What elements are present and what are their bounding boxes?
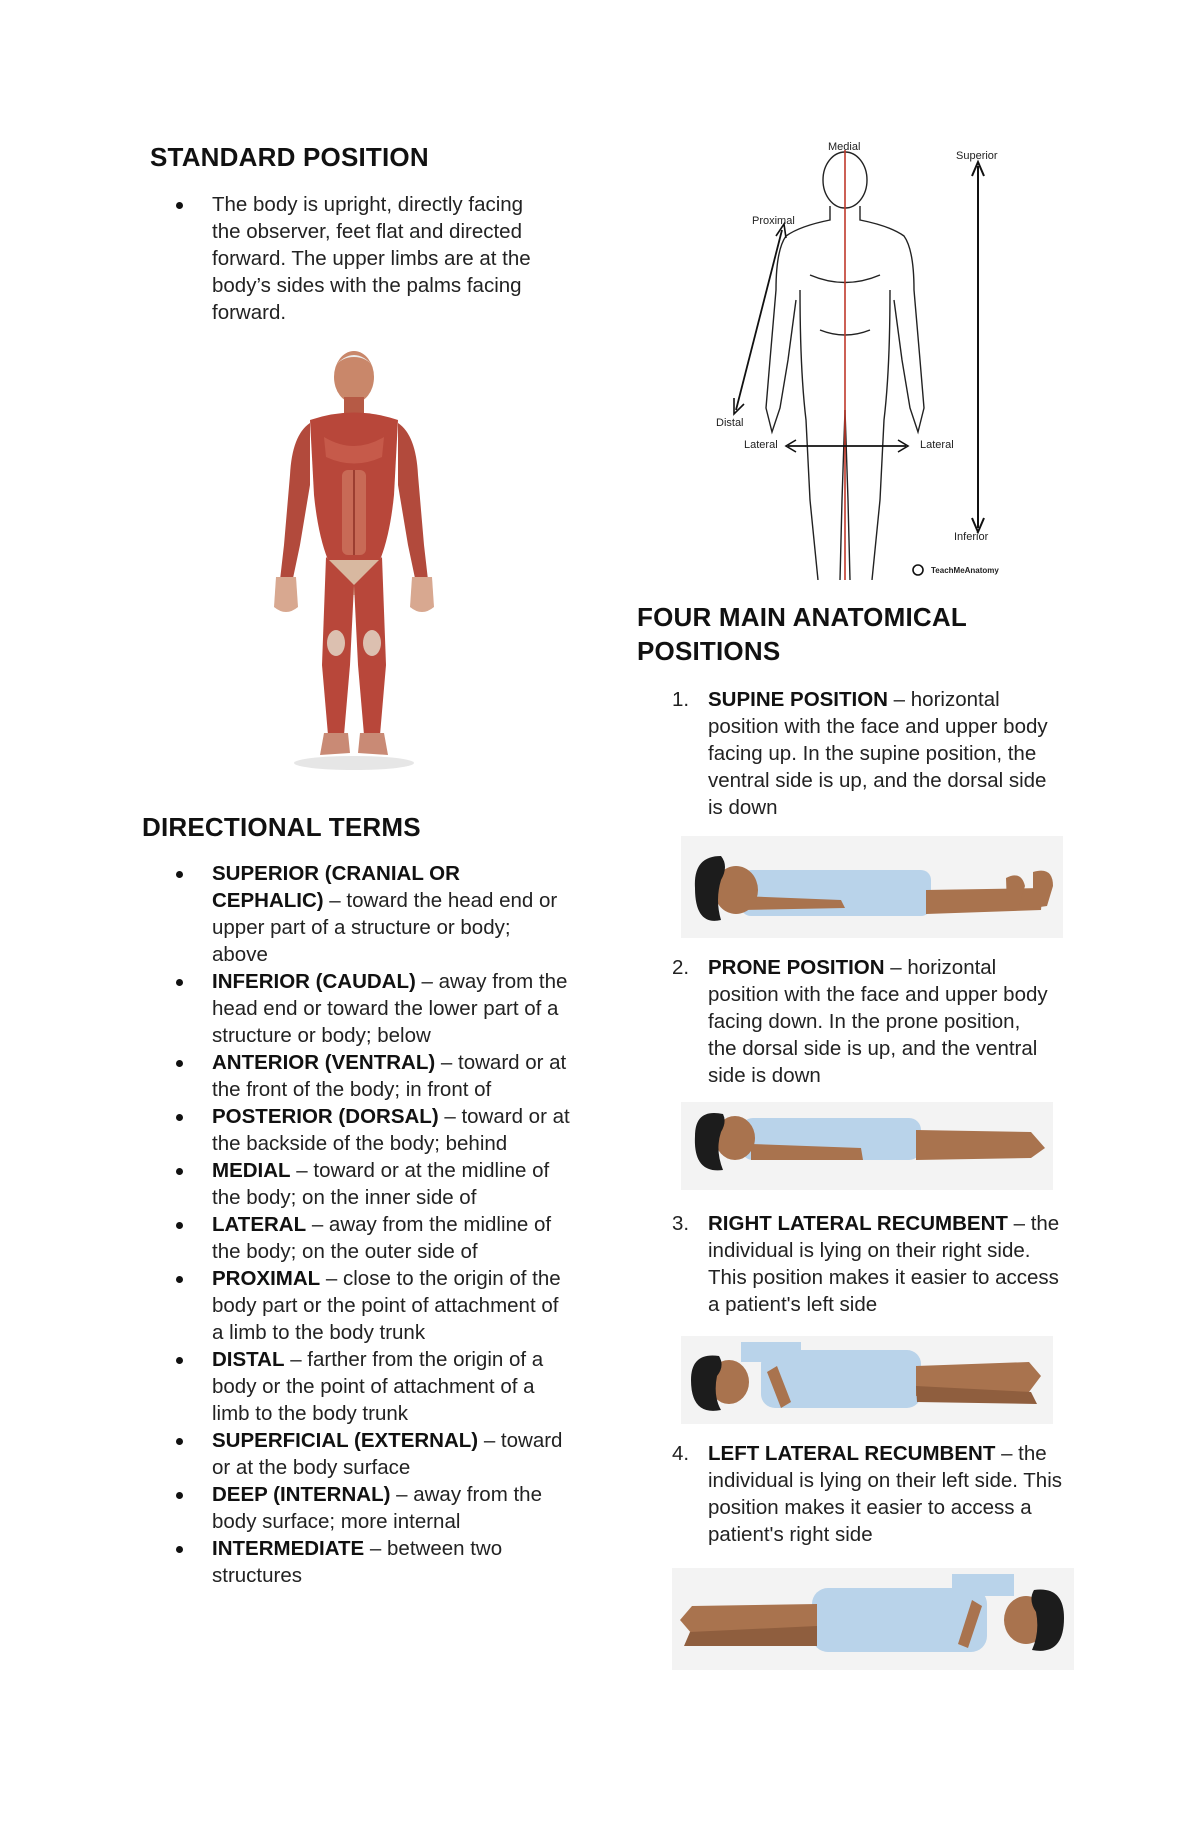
bullet-icon [176, 1357, 183, 1364]
supine-position-image [681, 836, 1063, 938]
bullet-icon [176, 979, 183, 986]
label-lateral-left: Lateral [744, 439, 778, 451]
label-medial: Medial [828, 141, 861, 153]
bullet-icon [176, 871, 183, 878]
list-item: The body is upright, directly facing the observer, feet flat and directed forward. The upper limbs are at the body’s sides with the palms facing forward. [212, 191, 557, 326]
directional-terms-heading: DIRECTIONAL TERMS [142, 812, 421, 842]
list-item: 1. SUPINE POSITION – horizontal position with the face and upper body facing up. In the supine position, the ventral side is up, and the dorsal side is down [672, 688, 1048, 819]
list-item: PROXIMAL – close to the origin of the body part or the point of attachment of a limb to the body trunk [212, 1265, 572, 1346]
bullet-icon [176, 1114, 183, 1121]
list-item: SUPERFICIAL (EXTERNAL) – toward or at the body surface [212, 1427, 572, 1481]
list-item: 2. PRONE POSITION – horizontal position with the face and upper body facing down. In the prone position, the dorsal side is up, and the ventral side is down [672, 956, 1048, 1087]
position-item-3 [672, 1210, 1068, 1318]
muscular-figure-image [262, 345, 442, 775]
standard-position-list [212, 191, 557, 326]
prone-position-image [681, 1102, 1053, 1190]
label-distal: Distal [716, 417, 744, 429]
list-item: LATERAL – away from the midline of the body; on the outer side of [212, 1211, 572, 1265]
bullet-icon [176, 1168, 183, 1175]
left-lateral-recumbent-image [672, 1568, 1074, 1670]
anatomical-positions-heading: FOUR MAIN ANATOMICAL POSITIONS [637, 602, 967, 666]
label-proximal: Proximal [752, 215, 795, 227]
bullet-icon [176, 1492, 183, 1499]
copyright-icon [913, 565, 923, 575]
position-item-4 [672, 1440, 1068, 1548]
right-lateral-recumbent-image [681, 1336, 1053, 1424]
standard-position-heading: STANDARD POSITION [150, 142, 429, 172]
directional-diagram [700, 140, 1020, 580]
directional-terms-list [212, 860, 572, 1589]
list-item: INFERIOR (CAUDAL) – away from the head end or toward the lower part of a structure or body; below [212, 968, 572, 1049]
list-item: POSTERIOR (DORSAL) – toward or at the backside of the body; behind [212, 1103, 572, 1157]
position-item-2 [672, 954, 1053, 1089]
bullet-icon [176, 1546, 183, 1553]
list-item: MEDIAL – toward or at the midline of the body; on the inner side of [212, 1157, 572, 1211]
list-item: SUPERIOR (CRANIAL OR CEPHALIC) – toward the head end or upper part of a structure or body; above [212, 860, 572, 968]
bullet-icon [176, 202, 183, 209]
list-item: 3. RIGHT LATERAL RECUMBENT – the individual is lying on their right side. This position makes it easier to access a patient's left side [672, 1212, 1060, 1316]
bullet-icon [176, 1060, 183, 1067]
list-item: ANTERIOR (VENTRAL) – toward or at the front of the body; in front of [212, 1049, 572, 1103]
position-item-1 [672, 686, 1053, 821]
list-item: 4. LEFT LATERAL RECUMBENT – the individual is lying on their left side. This position makes it easier to access a patient's right side [672, 1442, 1062, 1546]
list-item: DISTAL – farther from the origin of a body or the point of attachment of a limb to the body trunk [212, 1346, 572, 1427]
bullet-icon [176, 1276, 183, 1283]
bullet-icon [176, 1438, 183, 1445]
diagram-credit: TeachMeAnatomy [931, 566, 999, 575]
label-lateral-right: Lateral [920, 439, 954, 451]
label-inferior: Inferior [954, 531, 989, 543]
bullet-icon [176, 1222, 183, 1229]
list-item: INTERMEDIATE – between two structures [212, 1535, 572, 1589]
list-item: DEEP (INTERNAL) – away from the body surface; more internal [212, 1481, 572, 1535]
label-superior: Superior [956, 150, 998, 162]
